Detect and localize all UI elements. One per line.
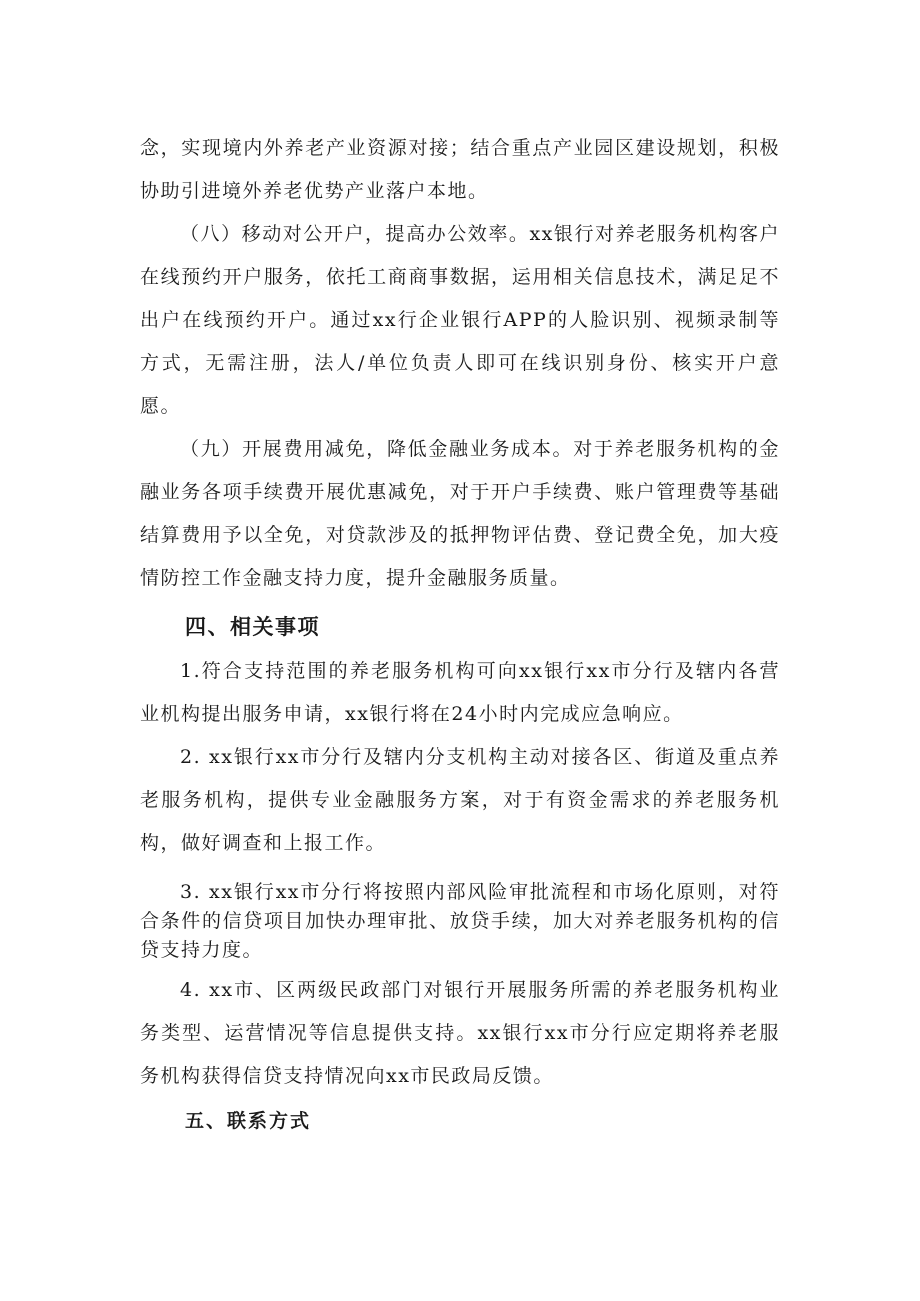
paragraph-item-nine: （九）开展费用减免，降低金融业务成本。对于养老服务机构的金融业务各项手续费开展优惠减免，对于开户手续费、账户管理费等基础结算费用予以全免，对贷款涉及的抵押物评估费、登记费全免，加大疫情防控工作金融支持力度，提升金融服务质量。 [140,438,780,589]
section-four-item-4: 4. xx市、区两级民政部门对银行开展服务所需的养老服务机构业务类型、运营情况等信息提供支持。xx银行xx市分行应定期将养老服务机构获得信贷支持情况向xx市民政局反馈。 [140,979,780,1087]
section-four-item-3: 3. xx银行xx市分行将按照内部风险审批流程和市场化原则，对符合条件的信贷项目加快办理审批、放贷手续，加大对养老服务机构的信贷支持力度。 [140,881,780,961]
section-five-heading: 五、联系方式 [185,1110,312,1132]
paragraph-continuation: 念，实现境内外养老产业资源对接；结合重点产业园区建设规划，积极协助引进境外养老优势产业落户本地。 [140,137,780,202]
section-four-item-1: 1.符合支持范围的养老服务机构可向xx银行xx市分行及辖内各营业机构提出服务申请，xx银行将在24小时内完成应急响应。 [140,660,780,725]
section-four-heading: 四、相关事项 [185,615,320,639]
section-four-item-2: 2. xx银行xx市分行及辖内分支机构主动对接各区、街道及重点养老服务机构，提供专业金融服务方案，对于有资金需求的养老服务机构，做好调查和上报工作。 [140,746,780,854]
paragraph-item-eight: （八）移动对公开户，提高办公效率。xx银行对养老服务机构客户在线预约开户服务，依托工商商事数据，运用相关信息技术，满足足不出户在线预约开户。通过xx行企业银行APP的人脸识别、视频录制等方式，无需注册，法人/单位负责人即可在线识别身份、核实开户意愿。 [140,223,780,417]
